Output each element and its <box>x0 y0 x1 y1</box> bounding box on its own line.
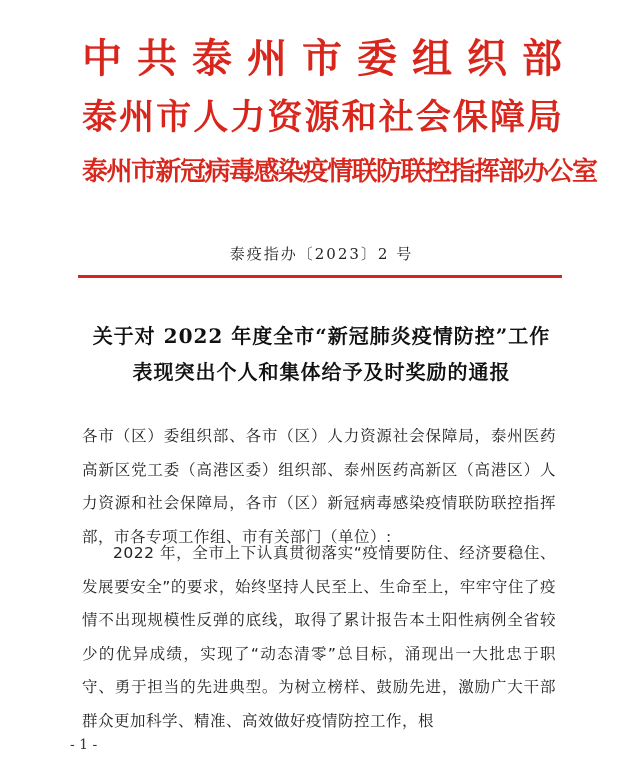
salutation: 各市（区）委组织部、各市（区）人力资源社会保障局，泰州医药高新区党工委（高港区委）组织部、泰州医药高新区（高港区）人力资源和社会保障局，各市（区）新冠病毒感染疫情联防联控指挥部，市各专项工作组、市有关部门（单位）: <box>82 427 556 546</box>
body-paragraph: 2022 年，全市上下认真贯彻落实“疫情要防住、经济要稳住、发展要安全”的要求，始终坚持人民至上、生命至上，牢牢守住了疫情不出现规模性反弹的底线，取得了累计报告本土阳性病例全省较少的优异成绩，实现了“动态清零”总目标，涌现出一大批忠于职守、勇于担当的先进典型。为树立榜样、鼓励先进，激励广大干部群众更加科学、精准、高效做好疫情防控工作，根 <box>82 544 556 730</box>
document-number: 泰疫指办〔2023〕2 号 <box>229 245 414 263</box>
issuer-epidemic-command-office: 泰州市新冠病毒感染疫情联防联控指挥部办公室 <box>82 157 597 187</box>
red-divider-line <box>78 275 562 278</box>
document-title-line-1: 关于对 2022 年度全市“新冠肺炎疫情防控”工作 <box>92 324 551 348</box>
issuer-hr-social-security-bureau: 泰州市人力资源和社会保障局 <box>82 97 562 138</box>
page-number: - 1 - <box>70 737 98 753</box>
issuer-party-org-dept: 中共泰州市委组织部 <box>82 35 562 82</box>
document-title-line-2: 表现突出个人和集体给予及时奖励的通报 <box>132 360 511 384</box>
